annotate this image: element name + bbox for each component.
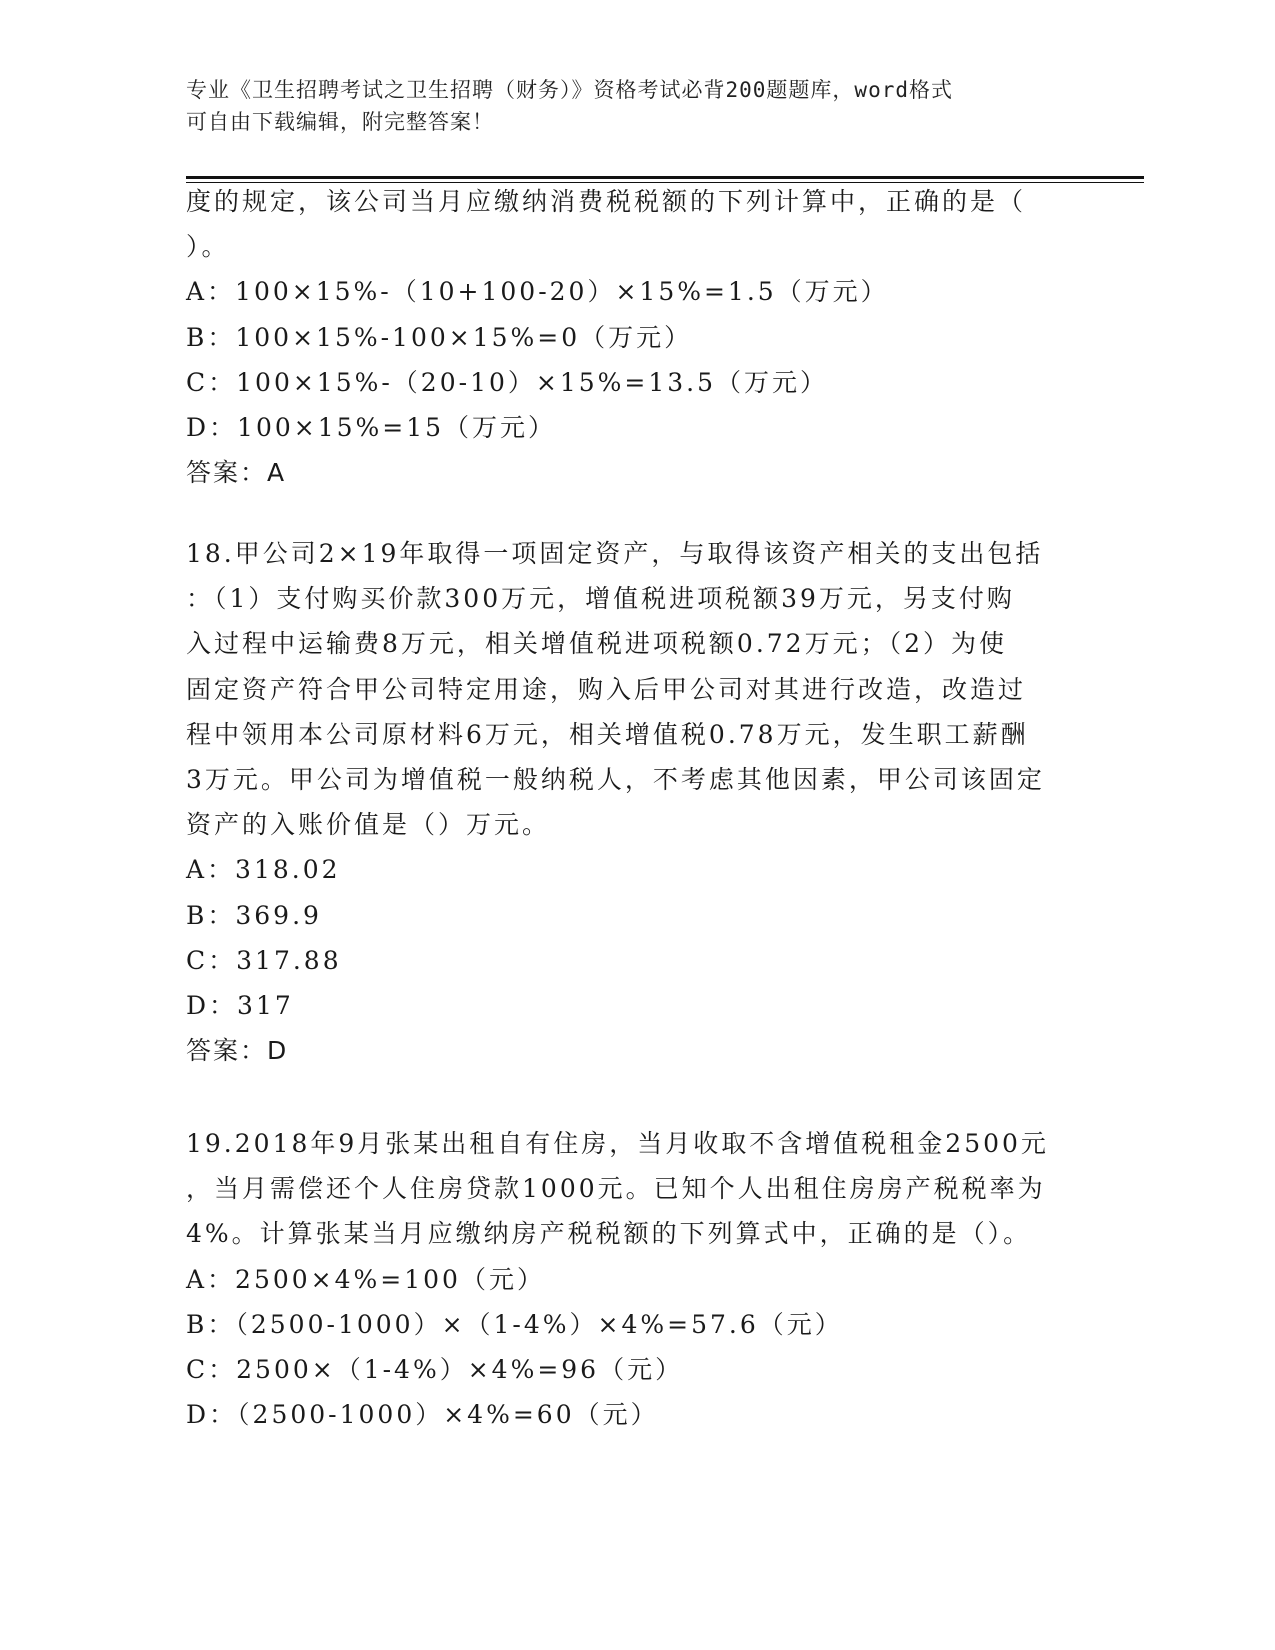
option-a: A：318.02 bbox=[186, 855, 341, 885]
question-stem-line: 程中领用本公司原材料6万元，相关增值税0.78万元，发生职工薪酬 bbox=[186, 719, 1029, 749]
option-c: C：100×15%-（20-10）×15%=13.5（万元） bbox=[186, 367, 829, 397]
option-d: D：317 bbox=[186, 990, 294, 1020]
option-b: B：（2500-1000）×（1-4%）×4%=57.6（元） bbox=[186, 1309, 843, 1339]
answer-label: 答案：A bbox=[186, 458, 287, 488]
question-stem-line: 19.2018年9月张某出租自有住房，当月收取不含增值税租金2500元 bbox=[186, 1129, 1049, 1158]
question-stem-line: 入过程中运输费8万元，相关增值税进项税额0.72万元；（2）为使 bbox=[186, 629, 1007, 659]
question-17 bbox=[186, 179, 1086, 495]
answer-label: 答案：D bbox=[186, 1036, 289, 1066]
question-stem-line: 度的规定，该公司当月应缴纳消费税税额的下列计算中，正确的是（ bbox=[186, 187, 1027, 216]
option-c: C：2500×（1-4%）×4%=96（元） bbox=[186, 1354, 684, 1384]
option-c: C：317.88 bbox=[186, 945, 342, 975]
option-a: A：100×15%-（10+100-20）×15%=1.5（万元） bbox=[186, 277, 889, 307]
question-19 bbox=[186, 1121, 1086, 1437]
option-b: B：369.9 bbox=[186, 900, 322, 930]
question-stem-line: 资产的入账价值是（）万元。 bbox=[186, 810, 551, 840]
option-b: B：100×15%-100×15%=0（万元） bbox=[186, 322, 693, 352]
question-18 bbox=[186, 531, 1086, 1073]
question-stem-line: ：（1）支付购买价款300万元，增值税进项税额39万元，另支付购 bbox=[186, 584, 1015, 614]
question-stem-line: 固定资产符合甲公司特定用途，购入后甲公司对其进行改造，改造过 bbox=[186, 674, 1027, 704]
header-line-2: 可自由下载编辑，附完整答案！ bbox=[186, 110, 494, 134]
option-d: D：（2500-1000）×4%=60（元） bbox=[186, 1400, 659, 1430]
document-header bbox=[186, 74, 1066, 138]
option-d: D：100×15%=15（万元） bbox=[186, 412, 557, 442]
option-a: A：2500×4%=100（元） bbox=[186, 1264, 545, 1294]
question-stem-line: 3万元。甲公司为增值税一般纳税人，不考虑其他因素，甲公司该固定 bbox=[186, 764, 1045, 794]
header-line-1: 专业《卫生招聘考试之卫生招聘（财务）》资格考试必背200题题库，word格式 bbox=[186, 78, 953, 102]
question-stem-line: 18.甲公司2×19年取得一项固定资产，与取得该资产相关的支出包括 bbox=[186, 539, 1044, 568]
question-stem-line: ）。 bbox=[186, 232, 230, 262]
question-stem-line: ，当月需偿还个人住房贷款1000元。已知个人出租住房房产税税率为 bbox=[186, 1174, 1046, 1204]
question-stem-line: 4%。计算张某当月应缴纳房产税税额的下列算式中，正确的是（）。 bbox=[186, 1219, 1032, 1249]
